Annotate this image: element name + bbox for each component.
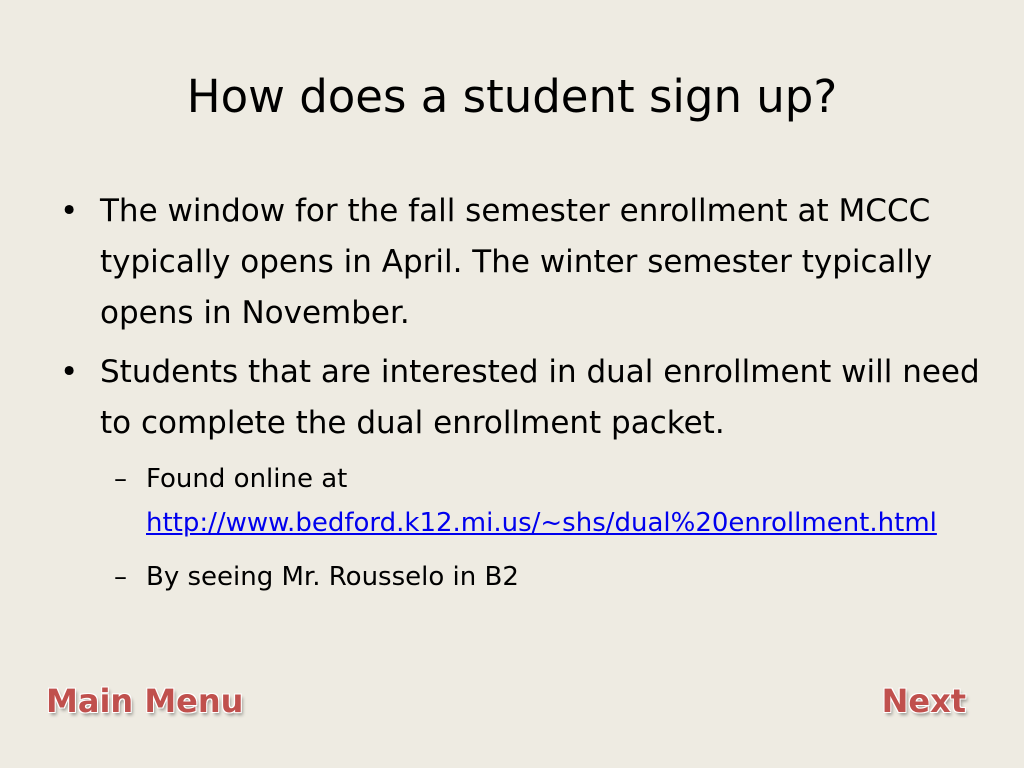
- bullet-text: Students that are interested in dual enrollment will need to complete the dual enrollment packet.: [100, 354, 980, 441]
- sub-bullet-marker: –: [114, 562, 127, 592]
- next-button[interactable]: Next: [881, 682, 966, 720]
- bullet-marker: •: [60, 354, 79, 390]
- dual-enrollment-link[interactable]: http://www.bedford.k12.mi.us/~shs/dual%20enrollment.html: [146, 508, 937, 538]
- sub-bullet-item: [56, 457, 986, 545]
- bullet-text: The window for the fall semester enrollment at MCCC typically opens in April. The winter semester typically opens in November.: [100, 193, 933, 331]
- main-menu-button[interactable]: Main Menu: [46, 682, 244, 720]
- bullet-item: [56, 347, 986, 449]
- sub-bullet-text: By seeing Mr. Rousselo in B2: [146, 562, 519, 592]
- bullet-marker: •: [60, 193, 79, 229]
- bullet-item: [56, 186, 986, 339]
- slide-title: How does a student sign up?: [186, 70, 838, 123]
- sub-bullet-text: Found online at: [146, 464, 348, 494]
- sub-bullet-marker: –: [114, 464, 127, 494]
- sub-bullet-item: [56, 555, 986, 599]
- slide-body: [56, 186, 986, 609]
